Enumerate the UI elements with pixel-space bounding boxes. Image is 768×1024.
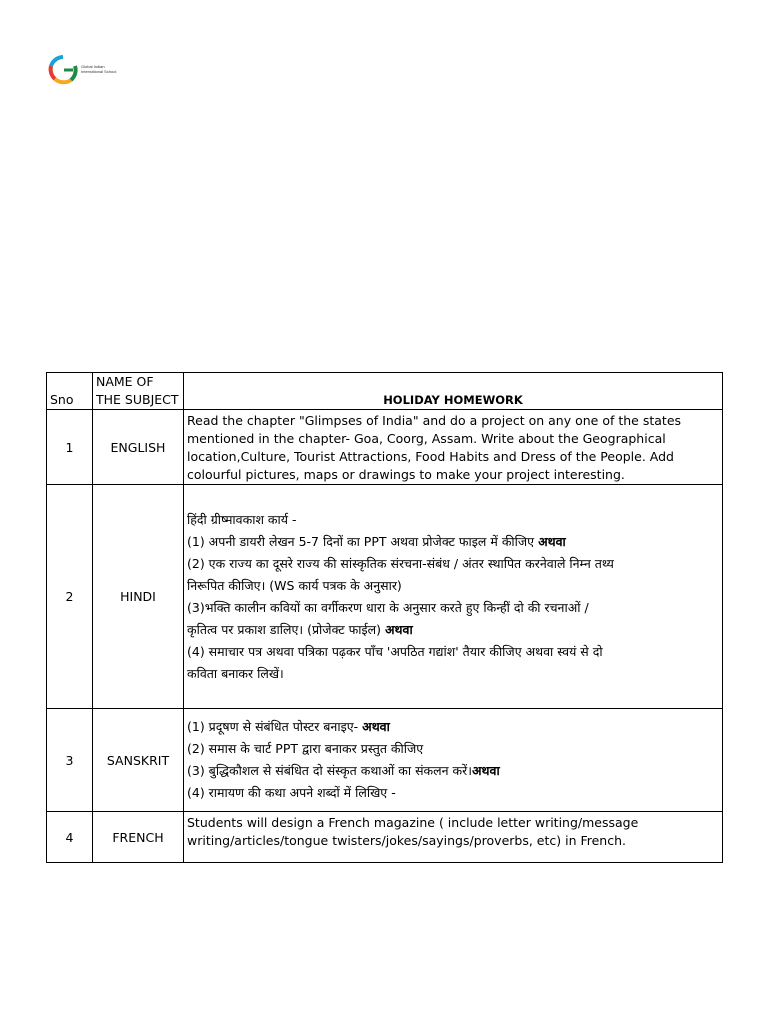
hw-line: Read the chapter "Glimpses of India" and do a project on any one of the states bbox=[187, 413, 682, 428]
table-row bbox=[47, 709, 723, 812]
hw-line: कृतित्व पर प्रकाश डालिए। (प्रोजेक्ट फाईल) अथवा bbox=[187, 621, 413, 637]
row-sno: 3 bbox=[47, 709, 93, 812]
row-sno: 4 bbox=[47, 812, 93, 863]
row-subject: ENGLISH bbox=[93, 410, 184, 485]
row-subject: SANSKRIT bbox=[93, 709, 184, 812]
hw-line: mentioned in the chapter- Goa, Coorg, Assam. Write about the Geographical bbox=[187, 431, 666, 446]
school-logo bbox=[47, 54, 117, 86]
row-homework bbox=[184, 709, 723, 812]
table-row bbox=[47, 410, 723, 485]
header-sno: Sno bbox=[47, 373, 93, 410]
hw-line: Students will design a French magazine ( include letter writing/message bbox=[187, 815, 639, 830]
hw-line: location,Culture, Tourist Attractions, Food Habits and Dress of the People. Add bbox=[187, 449, 674, 464]
logo-text: Global Indian International School bbox=[81, 64, 117, 74]
hw-line: (2) समास के चार्ट PPT द्वारा बनाकर प्रस्तुत कीजिए bbox=[187, 741, 424, 756]
hw-line: निरूपित कीजिए। (WS कार्य पत्रक के अनुसार) bbox=[187, 577, 402, 593]
hw-line: writing/articles/tongue twisters/jokes/sayings/proverbs, etc) in French. bbox=[187, 833, 626, 848]
table-header-row bbox=[47, 373, 723, 410]
hw-line: (2) एक राज्य का दूसरे राज्य की सांस्कृतिक संरचना-संबंध / अंतर स्थापित करनेवाले निम्न तथ्य bbox=[187, 555, 614, 571]
hw-line: colourful pictures, maps or drawings to make your project interesting. bbox=[187, 467, 625, 482]
row-sno: 2 bbox=[47, 485, 93, 709]
logo-icon bbox=[47, 54, 79, 86]
hw-line: हिंदी ग्रीष्मावकाश कार्य - bbox=[187, 511, 297, 527]
hw-line: (1) अपनी डायरी लेखन 5-7 दिनों का PPT अथवा प्रोजेक्ट फाइल में कीजिए अथवा bbox=[187, 533, 566, 549]
row-homework bbox=[184, 485, 723, 709]
row-subject: HINDI bbox=[93, 485, 184, 709]
row-subject: FRENCH bbox=[93, 812, 184, 863]
hw-line: (3)भक्ति कालीन कवियों का वर्गीकरण धारा के अनुसार करते हुए किन्हीं दो की रचनाओं / bbox=[187, 599, 589, 615]
homework-table bbox=[46, 372, 723, 863]
row-sno: 1 bbox=[47, 410, 93, 485]
hw-line: कविता बनाकर लिखें। bbox=[187, 665, 284, 681]
hw-line: (4) रामायण की कथा अपने शब्दों में लिखिए - bbox=[187, 785, 396, 800]
table-row bbox=[47, 485, 723, 709]
row-homework bbox=[184, 410, 723, 485]
hw-line: (4) समाचार पत्र अथवा पत्रिका पढ़कर पाँच 'अपठित गद्यांश' तैयार कीजिए अथवा स्वयं से दो bbox=[187, 643, 603, 659]
table-row bbox=[47, 812, 723, 863]
hw-line: (3) बुद्धिकौशल से संबंधित दो संस्कृत कथाओं का संकलन करें।अथवा bbox=[187, 763, 500, 778]
hw-line: (1) प्रदूषण से संबंधित पोस्टर बनाइए- अथवा bbox=[187, 719, 390, 734]
row-homework bbox=[184, 812, 723, 863]
header-homework: HOLIDAY HOMEWORK bbox=[184, 373, 723, 410]
header-subject: NAME OF THE SUBJECT bbox=[93, 373, 184, 410]
